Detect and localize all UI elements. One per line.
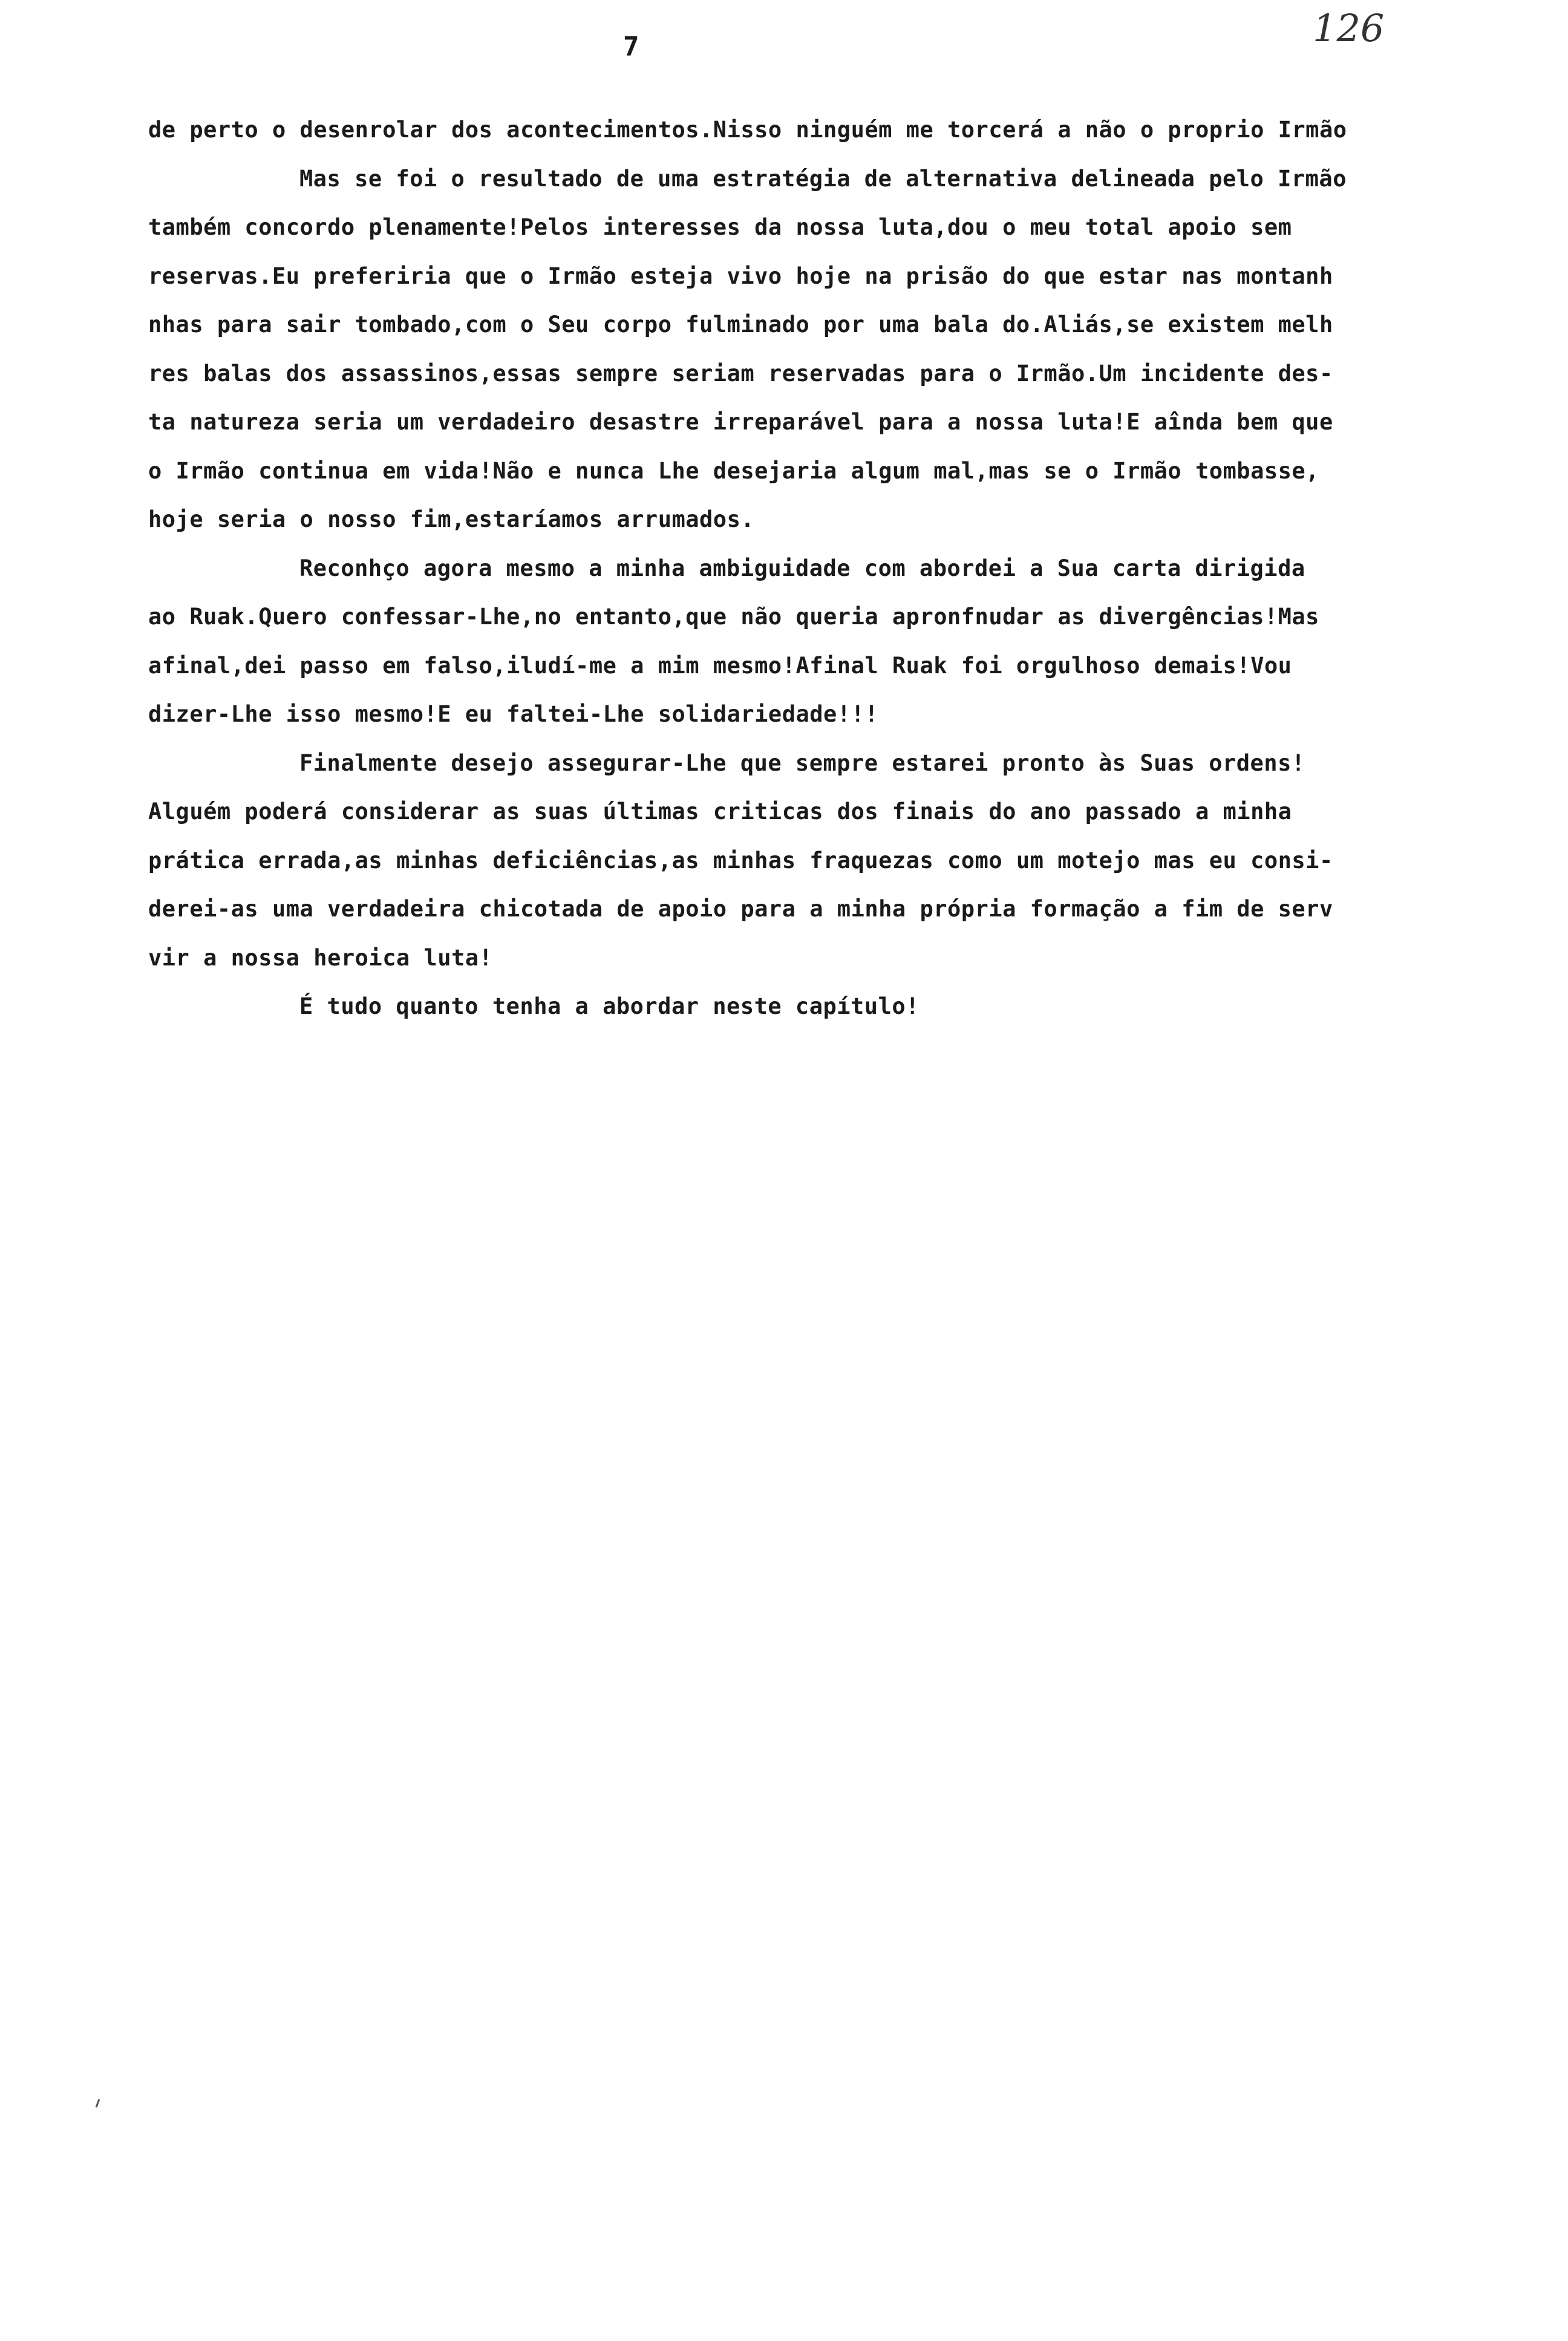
text-line: derei-as uma verdadeira chicotada de apoio para a minha própria formação a fim de serv (148, 896, 1333, 922)
archive-page-number: 126 (1313, 6, 1385, 50)
text-line: nhas para sair tombado,com o Seu corpo fulminado por uma bala do.Aliás,se existem melh (148, 312, 1333, 338)
text-line: Mas se foi o resultado de uma estratégia de alternativa delineada pelo Irmão (299, 165, 1347, 192)
text-line: prática errada,as minhas deficiências,as minhas fraquezas como um motejo mas eu consi- (148, 847, 1333, 873)
text-line: de perto o desenrolar dos acontecimentos.Nisso ninguém me torcerá a não o proprio Irmão (148, 117, 1347, 143)
text-line: afinal,dei passo em falso,iludí-me a mim mesmo!Afinal Ruak foi orgulhoso demais!Vou (148, 652, 1292, 679)
text-line: Reconhço agora mesmo a minha ambiguidade com abordei a Sua carta dirigida (299, 555, 1305, 581)
text-line: o Irmão continua em vida!Não e nunca Lhe desejaria algum mal,mas se o Irmão tombasse, (148, 457, 1319, 484)
text-line: também concordo plenamente!Pelos interesses da nossa luta,dou o meu total apoio sem (148, 214, 1292, 240)
scan-mark (96, 2099, 100, 2108)
text-line: Finalmente desejo assegurar-Lhe que sempre estarei pronto às Suas ordens! (299, 749, 1305, 776)
text-line: ta natureza seria um verdadeiro desastre irreparável para a nossa luta!E aînda bem que (148, 409, 1333, 435)
text-line: vir a nossa heroica luta! (148, 944, 493, 971)
text-line: É tudo quanto tenha a abordar neste capítulo! (299, 993, 920, 1019)
text-line: reservas.Eu preferiria que o Irmão esteja vivo hoje na prisão do que estar nas montanh (148, 263, 1333, 289)
page-number: 7 (623, 31, 639, 62)
letter-body (148, 106, 1449, 1031)
text-line: ao Ruak.Quero confessar-Lhe,no entanto,que não queria apronfnudar as divergências!Mas (148, 604, 1319, 630)
text-line: hoje seria o nosso fim,estaríamos arrumados. (148, 506, 755, 532)
text-line: dizer-Lhe isso mesmo!E eu faltei-Lhe solidariedade!!! (148, 701, 879, 727)
text-line: res balas dos assassinos,essas sempre seriam reservadas para o Irmão.Um incidente des- (148, 360, 1333, 387)
text-line: Alguém poderá considerar as suas últimas criticas dos finais do ano passado a minha (148, 798, 1292, 824)
